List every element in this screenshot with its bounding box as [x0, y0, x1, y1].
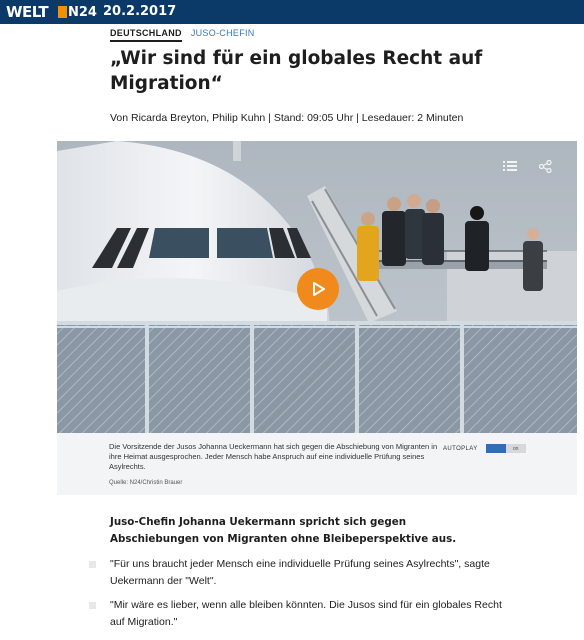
breadcrumb-topic[interactable]: JUSO-CHEFIN	[190, 28, 255, 38]
autoplay-label: AUTOPLAY	[443, 445, 478, 452]
list-icon[interactable]	[503, 160, 517, 172]
article-paragraph: "Mir wäre es lieber, wenn alle bleiben könnten. Die Jusos sind für ein globales Recht auf Migration."	[110, 599, 502, 628]
breadcrumb-section[interactable]: DEUTSCHLAND	[110, 28, 182, 42]
autoplay-toggle[interactable]	[486, 444, 526, 453]
n24-logo-mark	[58, 6, 67, 18]
paragraph-marker	[89, 602, 96, 609]
video-player[interactable]	[57, 141, 577, 433]
breadcrumb	[110, 28, 255, 42]
share-icon[interactable]	[539, 160, 552, 173]
play-button[interactable]	[297, 268, 339, 310]
play-icon	[309, 280, 327, 298]
top-date: 20.2.2017	[103, 4, 177, 19]
caption-text: Die Vorsitzende der Jusos Johanna Ueckermann hat sich gegen die Abschiebung von Migranten in ihre Heimat ausgesprochen. Jeder Mensch habe Anspruch auf eine individuelle Prüfung seines Asylrechts.	[109, 442, 438, 471]
top-bar	[0, 0, 584, 24]
media-caption	[57, 433, 577, 495]
page-title: „Wir sind für ein globales Recht auf Migration“	[110, 48, 483, 94]
n24-logo[interactable]	[58, 5, 97, 19]
article-paragraph: "Für uns braucht jeder Mensch eine individuelle Prüfung seines Asylrechts", sagte Uekermann der "Welt".	[110, 558, 490, 587]
byline: Von Ricarda Breyton, Philip Kuhn | Stand: 09:05 Uhr | Lesedauer: 2 Minuten	[110, 112, 464, 124]
autoplay-control	[443, 444, 526, 453]
welt-logo[interactable]: WELT	[6, 3, 49, 21]
caption-source: Quelle: N24/Christin Brauer	[109, 480, 183, 486]
article-intro: Juso-Chefin Johanna Uekermann spricht sich gegen Abschiebungen von Migranten ohne Bleibeperspektive aus.	[110, 516, 457, 545]
n24-logo-text: N24	[68, 4, 97, 20]
autoplay-toggle-knob	[486, 444, 506, 453]
paragraph-marker	[89, 561, 96, 568]
autoplay-toggle-state: on	[506, 444, 526, 453]
